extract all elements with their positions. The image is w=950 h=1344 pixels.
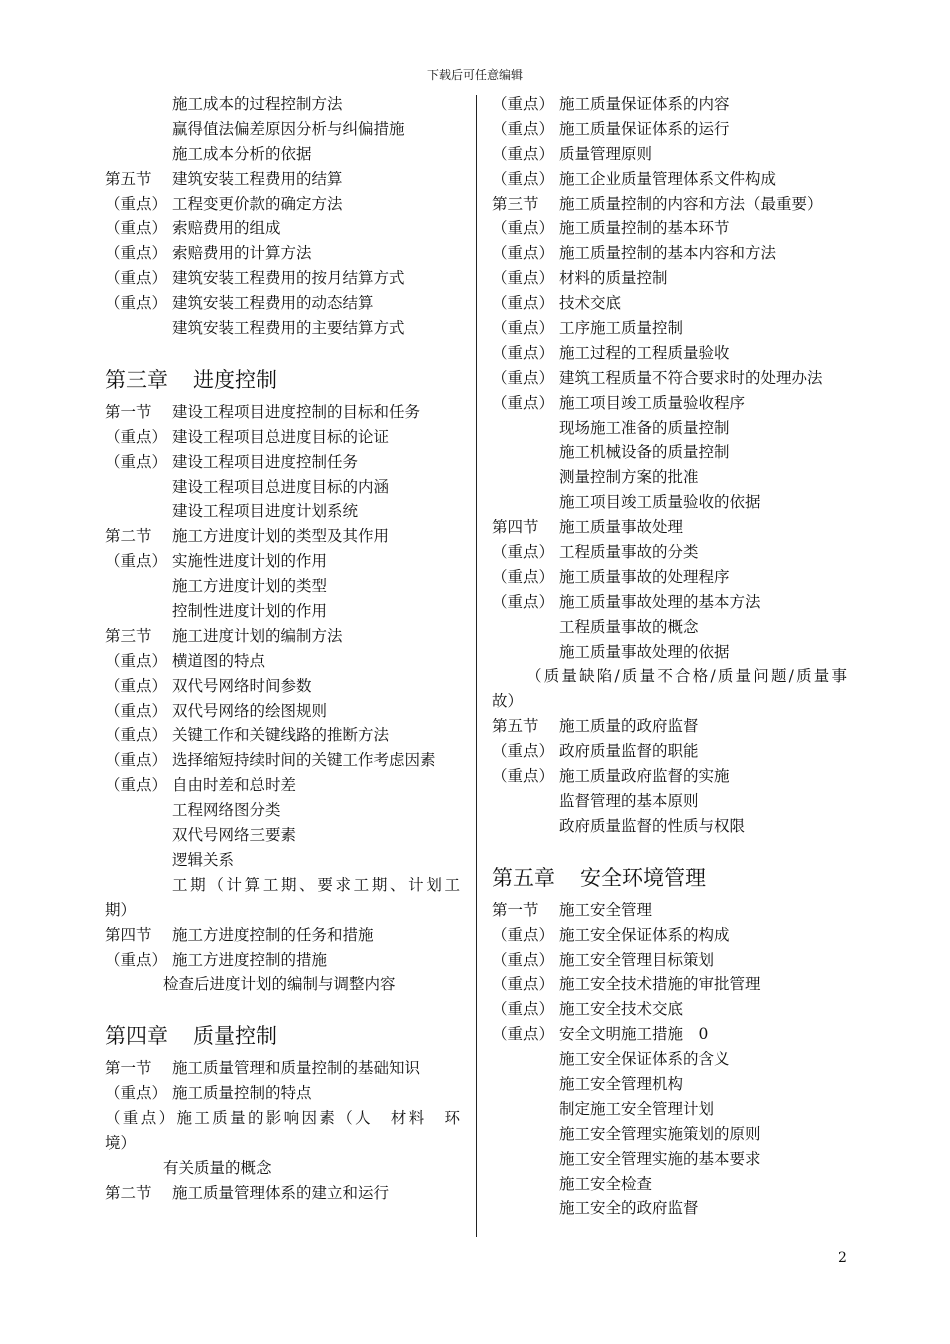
key-point-tag: （重点） <box>105 726 168 745</box>
chapter-heading <box>105 1019 460 1053</box>
key-point-tag: （重点） <box>492 925 555 944</box>
section-heading <box>105 167 460 192</box>
list-item <box>492 540 847 565</box>
list-item: 施工安全检查 <box>559 1174 653 1193</box>
page-header: 下载后可任意编辑 <box>426 68 523 82</box>
section-heading <box>105 524 460 549</box>
list-item: 制定施工安全管理计划 <box>559 1099 715 1118</box>
column-divider <box>476 95 477 1237</box>
list-item: 测量控制方案的批准 <box>559 468 699 487</box>
list-item: 建筑安装工程费用的主要结算方式 <box>172 319 405 338</box>
list-item <box>492 565 847 590</box>
section-number: 第四节 <box>105 925 152 944</box>
list-item <box>105 723 460 748</box>
list-item <box>105 450 460 475</box>
list-item: 施工安全的政府监督 <box>559 1199 699 1218</box>
section-title: 施工方进度控制的任务和措施 <box>172 925 374 944</box>
list-item <box>105 266 460 291</box>
key-point-tag: （重点） <box>105 776 168 795</box>
list-item: 建设工程项目进度计划系统 <box>172 502 359 521</box>
item-text: 政府质量监督的职能 <box>559 742 699 761</box>
item-text: 施工质量事故的处理程序 <box>559 567 730 586</box>
key-point-tag: （重点） <box>105 219 168 238</box>
list-item: 现场施工准备的质量控制 <box>559 418 730 437</box>
list-item <box>492 739 847 764</box>
list-item <box>105 674 460 699</box>
section-title: 建设工程项目进度控制的目标和任务 <box>172 402 421 421</box>
item-text: 建筑安装工程费用的按月结算方式 <box>172 269 405 288</box>
chapter-number: 第三章 <box>105 367 168 392</box>
item-text: 安全文明施工措施 0 <box>559 1025 709 1044</box>
section-heading <box>105 1056 460 1081</box>
item-text: 施工项目竣工质量验收程序 <box>559 393 746 412</box>
list-item: 施工成本的过程控制方法 <box>172 95 343 113</box>
item-text: 双代号网络的绘图规则 <box>172 701 328 720</box>
item-text: 实施性进度计划的作用 <box>172 552 328 571</box>
section-title: 施工质量控制的内容和方法（最重要） <box>559 194 823 213</box>
key-point-tag: （重点） <box>105 701 168 720</box>
list-item: 工程网络图分类 <box>172 801 281 820</box>
section-heading <box>105 400 460 425</box>
key-point-tag: （重点） <box>105 194 168 213</box>
right-column <box>492 92 847 1221</box>
list-item <box>105 425 460 450</box>
list-item: 逻辑关系 <box>172 850 235 869</box>
key-point-tag: （重点） <box>105 452 168 471</box>
list-item: 工期（计算工期、要求工期、计划工 <box>172 875 460 894</box>
section-title: 施工进度计划的编制方法 <box>172 626 343 645</box>
section-heading <box>492 192 847 217</box>
list-item <box>105 192 460 217</box>
section-title: 施工质量管理和质量控制的基础知识 <box>172 1059 421 1078</box>
list-item: 施工成本分析的依据 <box>172 144 312 163</box>
section-title: 施工方进度计划的类型及其作用 <box>172 527 390 546</box>
item-text: 施工质量政府监督的实施 <box>559 767 730 786</box>
key-point-tag: （重点） <box>105 950 168 969</box>
key-point-tag: （重点） <box>492 543 555 562</box>
list-item: 监督管理的基本原则 <box>559 791 699 810</box>
list-item <box>492 117 847 142</box>
key-point-tag: （重点） <box>492 219 555 238</box>
key-point-tag: （重点） <box>492 950 555 969</box>
list-item: 施工项目竣工质量验收的依据 <box>559 493 761 512</box>
section-number: 第一节 <box>492 900 539 919</box>
section-number: 第五节 <box>492 717 539 736</box>
chapter-title: 进度控制 <box>193 367 277 392</box>
chapter-title: 安全环境管理 <box>580 865 706 890</box>
key-point-tag: （重点） <box>492 592 555 611</box>
list-item <box>105 549 460 574</box>
list-item: 施工机械设备的质量控制 <box>559 443 730 462</box>
section-title: 施工安全管理 <box>559 900 653 919</box>
item-text: 施工质量控制的基本环节 <box>559 219 730 238</box>
item-text: 横道图的特点 <box>172 651 266 670</box>
item-text: 双代号网络时间参数 <box>172 676 312 695</box>
key-point-tag: （重点） <box>492 1000 555 1019</box>
section-number: 第三节 <box>492 194 539 213</box>
item-text: 施工质量控制的基本内容和方法 <box>559 244 777 263</box>
list-item-continuation: 期） <box>105 900 137 919</box>
list-item <box>105 649 460 674</box>
list-item: 施工安全管理实施的基本要求 <box>559 1149 761 1168</box>
list-item <box>105 773 460 798</box>
item-text: 施工安全保证体系的构成 <box>559 925 730 944</box>
item-text: 施工方进度控制的措施 <box>172 950 328 969</box>
section-title: 施工质量的政府监督 <box>559 717 699 736</box>
list-item: 施工安全保证体系的含义 <box>559 1050 730 1069</box>
list-item: 检查后进度计划的编制与调整内容 <box>163 975 396 994</box>
key-point-tag: （重点） <box>105 1084 168 1103</box>
section-heading <box>492 898 847 923</box>
list-item <box>492 291 847 316</box>
chapter-title: 质量控制 <box>193 1024 277 1049</box>
item-text: 施工企业质量管理体系文件构成 <box>559 169 777 188</box>
list-item <box>492 923 847 948</box>
key-point-tag: （重点） <box>105 751 168 770</box>
list-item <box>492 972 847 997</box>
section-heading <box>105 624 460 649</box>
list-item <box>492 266 847 291</box>
list-item <box>492 948 847 973</box>
key-point-tag: （重点） <box>105 552 168 571</box>
list-item: 赢得值法偏差原因分析与纠偏措施 <box>172 119 405 138</box>
section-title: 施工质量管理体系的建立和运行 <box>172 1183 390 1202</box>
list-item-continuation: 故） <box>492 692 524 711</box>
item-text: 建设工程项目进度控制任务 <box>172 452 359 471</box>
list-item <box>492 366 847 391</box>
item-text: 施工安全技术交底 <box>559 1000 684 1019</box>
key-point-tag: （重点） <box>492 269 555 288</box>
item-text: 施工安全技术措施的审批管理 <box>559 975 761 994</box>
list-item <box>492 1022 847 1047</box>
key-point-tag: （重点） <box>492 742 555 761</box>
list-item: 施工安全管理机构 <box>559 1074 684 1093</box>
key-point-tag: （重点） <box>105 651 168 670</box>
key-point-tag: （重点） <box>492 319 555 338</box>
item-text: 自由时差和总时差 <box>172 776 297 795</box>
section-number: 第一节 <box>105 1059 152 1078</box>
list-item <box>105 291 460 316</box>
section-title: 施工质量事故处理 <box>559 518 684 537</box>
list-item: 双代号网络三要素 <box>172 826 297 845</box>
key-point-tag: （重点） <box>492 368 555 387</box>
list-item <box>492 590 847 615</box>
item-text: 工程质量事故的分类 <box>559 543 699 562</box>
key-point-tag: （重点） <box>492 767 555 786</box>
list-item <box>105 1081 460 1106</box>
list-item <box>492 92 847 117</box>
page-number: 2 <box>838 1250 847 1266</box>
item-text: 选择缩短持续时间的关键工作考虑因素 <box>172 751 436 770</box>
chapter-number: 第四章 <box>105 1024 168 1049</box>
item-text: 建筑工程质量不符合要求时的处理办法 <box>559 368 823 387</box>
list-item: （质量缺陷/质量不合格/质量问题/质量事 <box>526 667 847 686</box>
list-item <box>492 316 847 341</box>
key-point-tag: （重点） <box>105 294 168 313</box>
item-text: 施工安全管理目标策划 <box>559 950 715 969</box>
list-item <box>492 341 847 366</box>
list-item <box>492 216 847 241</box>
section-number: 第一节 <box>105 402 152 421</box>
section-title: 建筑安装工程费用的结算 <box>172 169 343 188</box>
item-text: 施工质量保证体系的内容 <box>559 95 730 113</box>
list-item <box>492 997 847 1022</box>
section-number: 第三节 <box>105 626 152 645</box>
list-item: （重点）施工质量的影响因素（人 材料 环 <box>105 1109 460 1128</box>
key-point-tag: （重点） <box>492 169 555 188</box>
item-text: 工程变更价款的确定方法 <box>172 194 343 213</box>
chapter-number: 第五章 <box>492 865 555 890</box>
list-item <box>492 142 847 167</box>
item-text: 质量管理原则 <box>559 144 653 163</box>
section-number: 第二节 <box>105 527 152 546</box>
item-text: 索赔费用的组成 <box>172 219 281 238</box>
item-text: 施工质量保证体系的运行 <box>559 119 730 138</box>
list-item <box>105 699 460 724</box>
section-heading <box>105 1181 460 1206</box>
key-point-tag: （重点） <box>492 95 555 113</box>
list-item <box>492 241 847 266</box>
item-text: 索赔费用的计算方法 <box>172 244 312 263</box>
list-item <box>105 241 460 266</box>
section-number: 第五节 <box>105 169 152 188</box>
list-item <box>105 748 460 773</box>
list-item-continuation: 境） <box>105 1133 137 1152</box>
item-text: 建设工程项目总进度目标的论证 <box>172 427 390 446</box>
list-item <box>105 948 460 973</box>
key-point-tag: （重点） <box>492 119 555 138</box>
list-item: 政府质量监督的性质与权限 <box>559 816 746 835</box>
item-text: 材料的质量控制 <box>559 269 668 288</box>
section-heading <box>105 923 460 948</box>
key-point-tag: （重点） <box>105 427 168 446</box>
item-text: 施工质量控制的特点 <box>172 1084 312 1103</box>
section-heading <box>492 714 847 739</box>
chapter-heading <box>105 363 460 397</box>
key-point-tag: （重点） <box>492 343 555 362</box>
key-point-tag: （重点） <box>105 676 168 695</box>
section-number: 第四节 <box>492 518 539 537</box>
list-item <box>492 391 847 416</box>
key-point-tag: （重点） <box>492 567 555 586</box>
key-point-tag: （重点） <box>492 144 555 163</box>
list-item <box>105 216 460 241</box>
list-item: 施工质量事故处理的依据 <box>559 642 730 661</box>
item-text: 工序施工质量控制 <box>559 319 684 338</box>
key-point-tag: （重点） <box>492 294 555 313</box>
list-item: 施工安全管理实施策划的原则 <box>559 1124 761 1143</box>
key-point-tag: （重点） <box>492 244 555 263</box>
list-item: 施工方进度计划的类型 <box>172 577 328 596</box>
section-heading <box>492 515 847 540</box>
item-text: 关键工作和关键线路的推断方法 <box>172 726 390 745</box>
list-item: 工程质量事故的概念 <box>559 617 699 636</box>
item-text: 施工过程的工程质量验收 <box>559 343 730 362</box>
key-point-tag: （重点） <box>105 244 168 263</box>
section-number: 第二节 <box>105 1183 152 1202</box>
left-column <box>105 92 460 1206</box>
list-item: 有关质量的概念 <box>163 1158 272 1177</box>
list-item: 建设工程项目总进度目标的内涵 <box>172 477 390 496</box>
item-text: 施工质量事故处理的基本方法 <box>559 592 761 611</box>
item-text: 技术交底 <box>559 294 622 313</box>
list-item: 控制性进度计划的作用 <box>172 602 328 621</box>
list-item <box>492 764 847 789</box>
item-text: 建筑安装工程费用的动态结算 <box>172 294 374 313</box>
key-point-tag: （重点） <box>492 975 555 994</box>
key-point-tag: （重点） <box>492 393 555 412</box>
key-point-tag: （重点） <box>492 1025 555 1044</box>
key-point-tag: （重点） <box>105 269 168 288</box>
chapter-heading <box>492 861 847 895</box>
list-item <box>492 167 847 192</box>
